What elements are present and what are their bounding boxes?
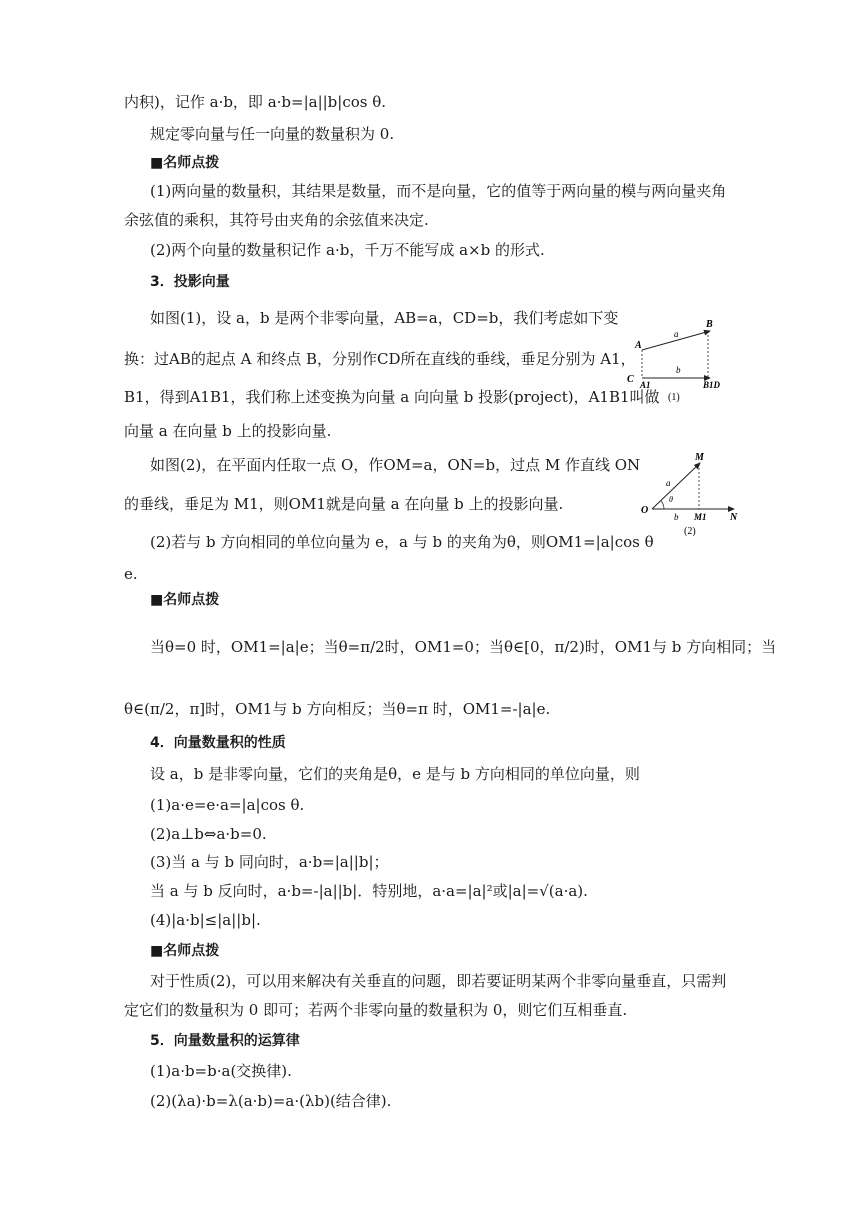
text-line bbox=[150, 124, 394, 144]
text-line bbox=[124, 349, 636, 369]
text-line bbox=[150, 881, 588, 901]
section-heading bbox=[150, 272, 230, 292]
text-line bbox=[124, 387, 660, 407]
label-vector-b: b bbox=[674, 512, 679, 522]
text-line bbox=[150, 764, 640, 784]
text-line bbox=[150, 824, 267, 844]
text-line-content: (2)若与 b 方向相同的单位向量为 e，a 与 b 的夹角为θ，则OM1=|a|cos θ bbox=[150, 533, 654, 551]
text-line bbox=[124, 1000, 627, 1020]
label-a-point: A bbox=[635, 340, 642, 351]
text-line-content: B1，得到A1B1，我们称上述变换为向量 a 向向量 b 投影(project)，A1B1叫做 bbox=[124, 388, 660, 406]
text-line bbox=[150, 181, 726, 201]
text-line-content: (1)两向量的数量积，其结果是数量，而不是向量，它的值等于两向量的模与两向量夹角 bbox=[150, 182, 727, 200]
label-vector-a: a bbox=[666, 478, 671, 488]
label-m1-point: M1 bbox=[694, 512, 707, 522]
label-b-point: B bbox=[706, 319, 713, 330]
text-line bbox=[124, 92, 386, 112]
text-line-content: (1)a·b=b·a(交换律). bbox=[150, 1062, 292, 1080]
text-line bbox=[150, 852, 389, 872]
label-o-point: O bbox=[641, 505, 649, 516]
figure-2-caption: (2) bbox=[684, 526, 696, 537]
section-heading bbox=[150, 733, 286, 753]
text-line-content: ■名师点拨 bbox=[150, 155, 220, 171]
angle-arc bbox=[661, 501, 664, 509]
text-line-content: 如图(1)，设 a，b 是两个非零向量，AB=a，CD=b，我们考虑如下变 bbox=[150, 309, 619, 327]
figure-1-caption: (1) bbox=[668, 392, 680, 403]
text-line bbox=[150, 637, 776, 657]
text-line-content: 的垂线，垂足为 M1，则OM1就是向量 a 在向量 b 上的投影向量. bbox=[124, 495, 564, 513]
text-line-content: 4．向量数量积的性质 bbox=[150, 735, 286, 751]
figure-2 bbox=[638, 450, 748, 540]
label-theta: θ bbox=[669, 495, 673, 504]
text-line-content: 5．向量数量积的运算律 bbox=[150, 1033, 300, 1049]
text-line bbox=[150, 910, 261, 930]
section-heading bbox=[150, 941, 219, 961]
label-m-point: M bbox=[695, 452, 704, 463]
label-b1d-point: B1D bbox=[703, 380, 721, 390]
text-line-content: 换：过AB的起点 A 和终点 B，分别作CD所在直线的垂线，垂足分别为 A1， bbox=[124, 350, 636, 368]
text-line bbox=[124, 699, 550, 719]
text-line-content: 向量 a 在向量 b 上的投影向量. bbox=[124, 422, 332, 440]
text-line bbox=[150, 240, 545, 260]
label-n-point: N bbox=[730, 512, 738, 523]
text-line bbox=[150, 532, 654, 552]
vector-om bbox=[652, 463, 700, 509]
section-heading bbox=[150, 153, 219, 173]
text-line bbox=[124, 210, 429, 230]
text-line-content: (4)|a·b|≤|a||b|. bbox=[150, 911, 261, 929]
text-line-content: 对于性质(2)，可以用来解决有关垂直的问题，即若要证明某两个非零向量垂直，只需判 bbox=[150, 972, 727, 990]
label-vector-a: a bbox=[674, 329, 679, 339]
text-line-content: 当 a 与 b 反向时，a·b=-|a||b|．特别地，a·a=|a|²或|a|=√(a·a). bbox=[150, 882, 588, 900]
text-line-content: e. bbox=[124, 565, 138, 583]
text-line-content: ■名师点拨 bbox=[150, 592, 220, 608]
text-line-content: (1)a·e=e·a=|a|cos θ. bbox=[150, 796, 305, 814]
text-line bbox=[150, 1061, 292, 1081]
text-line-content: ■名师点拨 bbox=[150, 943, 220, 959]
section-heading bbox=[150, 590, 219, 610]
text-line-content: 如图(2)，在平面内任取一点 O，作OM=a，ON=b，过点 M 作直线 ON bbox=[150, 456, 641, 474]
text-line bbox=[150, 1091, 391, 1111]
label-c-point: C bbox=[627, 374, 634, 385]
text-line bbox=[150, 308, 618, 328]
text-line-content: (2)两个向量的数量积记作 a·b，千万不能写成 a×b 的形式. bbox=[150, 241, 545, 259]
text-line bbox=[124, 494, 563, 514]
text-line bbox=[124, 421, 331, 441]
label-vector-b: b bbox=[676, 365, 681, 375]
text-line-content: θ∈(π/2，π]时，OM1与 b 方向相反；当θ=π 时，OM1=-|a|e. bbox=[124, 700, 551, 718]
text-line bbox=[150, 455, 640, 475]
text-line bbox=[124, 564, 138, 584]
figure-1 bbox=[624, 314, 734, 404]
text-line-content: 规定零向量与任一向量的数量积为 0. bbox=[150, 125, 395, 143]
label-a1-point: A1 bbox=[640, 380, 651, 390]
text-line-content: (3)当 a 与 b 同向时，a·b=|a||b|； bbox=[150, 853, 389, 871]
text-line-content: 当θ=0 时，OM1=|a|e；当θ=π/2时，OM1=0；当θ∈[0，π/2)时，OM1与 b 方向相同；当 bbox=[150, 638, 777, 656]
text-line-content: (2)a⊥b⇔a·b=0. bbox=[150, 825, 267, 843]
text-line-content: 余弦值的乘积，其符号由夹角的余弦值来决定. bbox=[124, 211, 429, 229]
text-line-content: (2)(λa)·b=λ(a·b)=a·(λb)(结合律). bbox=[150, 1092, 392, 1110]
text-line bbox=[150, 971, 726, 991]
text-line-content: 定它们的数量积为 0 即可；若两个非零向量的数量积为 0，则它们互相垂直. bbox=[124, 1001, 628, 1019]
text-line-content: 3．投影向量 bbox=[150, 274, 230, 290]
text-line-content: 设 a，b 是非零向量，它们的夹角是θ，e 是与 b 方向相同的单位向量，则 bbox=[150, 765, 640, 783]
text-line-content: 内积)，记作 a·b，即 a·b=|a||b|cos θ. bbox=[124, 93, 387, 111]
section-heading bbox=[150, 1031, 300, 1051]
text-line bbox=[150, 795, 304, 815]
